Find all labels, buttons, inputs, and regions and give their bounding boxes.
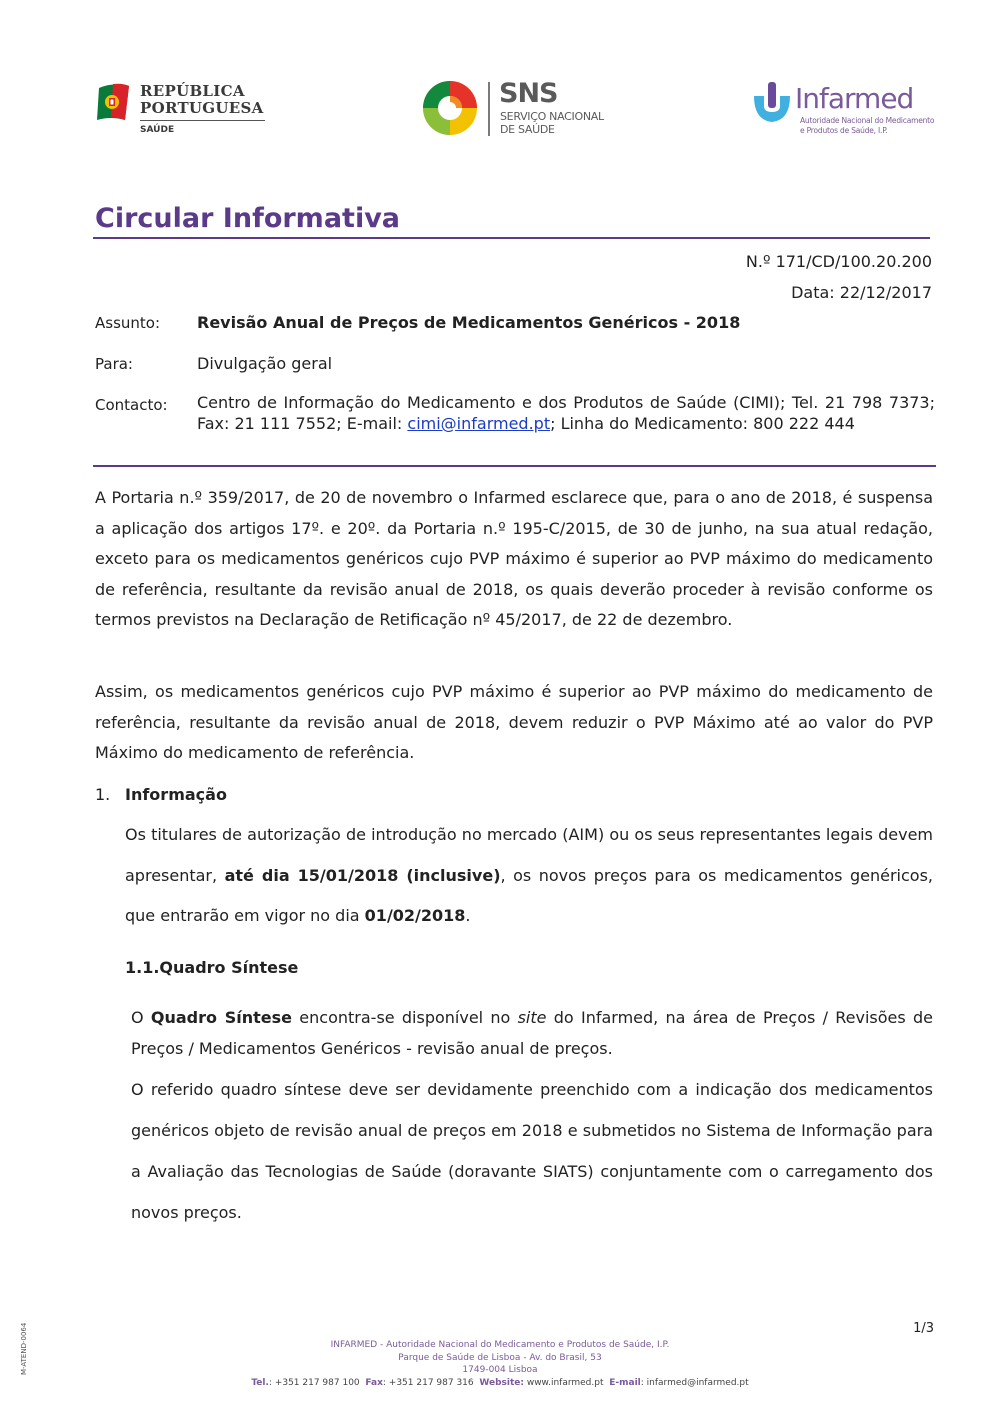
contact-label: Contacto: [95, 396, 168, 414]
paragraph-titulares [125, 815, 933, 937]
document-date [791, 283, 932, 302]
date-value: 22/12/2017 [839, 283, 932, 302]
paragraph-quadro-sintese [131, 1003, 933, 1064]
footer-contacts [0, 1378, 1000, 1388]
footer-fax: : +351 217 987 316 [382, 1378, 474, 1388]
footer-email: : infarmed@infarmed.pt [640, 1378, 749, 1388]
infarmed-logo [750, 78, 935, 140]
footer-postcode: 1749-004 Lisboa [462, 1365, 538, 1375]
republica-text: REPÚBLICA [140, 82, 245, 100]
sns-acronym: SNS [499, 78, 558, 109]
infarmed-wordmark: Infarmed [795, 82, 914, 115]
subject-label: Assunto: [95, 314, 161, 332]
paragraph-portaria: A Portaria n.º 359/2017, de 20 de novembro o Infarmed esclarece que, para o ano de 2018, é suspensa a aplicação dos artigos 17º. e 20º. da Portaria n.º 195-C/2015, de 30 de junho, na sua atual redação, exceto para os medicamentos genéricos cujo PVP máximo é superior ao PVP máximo do medicamento de referência, resultante da revisão anual de 2018, os quais deverão proceder à revisão conforme os termos previstos na Declaração de Retificação nº 45/2017, de 22 de dezembro. [95, 488, 933, 630]
p3-text-a: Os titulares de autorização de introdução no mercado (AIM) ou os seus representantes legais devem apresentar, [125, 825, 933, 885]
infarmed-drop-icon [750, 80, 794, 126]
footer-website: www.infarmed.pt [523, 1378, 604, 1388]
document-title: Circular Informativa [95, 203, 401, 234]
infarmed-tagline-1: Autoridade Nacional do Medicamento [800, 116, 935, 125]
footer-tel-label: Tel. [251, 1378, 269, 1388]
flag-emblem-icon [95, 80, 137, 124]
footer-email-label: E-mail [609, 1378, 641, 1388]
contact-value [197, 393, 935, 434]
p3-text-c: , os novos preços para os medicamentos genéricos, que entrarão em vigor no dia [125, 865, 934, 926]
recipient-value: Divulgação geral [197, 354, 333, 373]
p4-text-e: do Infarmed, na área de Preços / Revisões de Preços / Medicamentos Genéricos - revisão anual de preços. [131, 1008, 933, 1058]
p4-text-a: O [131, 1008, 151, 1027]
effective-date: 01/02/2018 [364, 906, 466, 926]
footer-fax-label: Fax [365, 1378, 383, 1388]
meta-divider [93, 465, 936, 467]
saude-text: SAÚDE [140, 125, 175, 135]
contact-text-pre: Centro de Informação do Medicamento e dos Produtos de Saúde (CIMI); Tel. 21 798 7373; Fax: 21 111 7552; E-mail: [197, 393, 935, 433]
sns-logo [420, 78, 610, 140]
portuguesa-text: PORTUGUESA [140, 99, 264, 117]
sns-name-line1: SERVIÇO NACIONAL [500, 110, 604, 123]
form-code: M-ATEND-0064 [20, 1322, 28, 1375]
paragraph-assim: Assim, os medicamentos genéricos cujo PVP máximo é superior ao PVP máximo do medicamento de referência, resultante da revisão anual de 2018, devem reduzir o PVP Máximo até ao valor do PVP Máximo do medicamento de referência. [95, 682, 933, 763]
p4-text-c: encontra-se disponível no [292, 1008, 518, 1027]
republica-portuguesa-logo [95, 80, 275, 140]
deadline-date: até dia 15/01/2018 (inclusive) [224, 865, 501, 885]
infarmed-tagline-2: e Produtos de Saúde, I.P. [800, 126, 888, 135]
date-label: Data: [791, 283, 835, 302]
section-title-informacao: Informação [125, 785, 227, 804]
sns-divider [488, 82, 490, 136]
page-number: 1/3 [913, 1321, 934, 1336]
recipient-label: Para: [95, 355, 133, 373]
subject-value: Revisão Anual de Preços de Medicamentos Genéricos - 2018 [197, 313, 741, 332]
title-divider [93, 237, 930, 239]
footer-address: Parque de Saúde de Lisboa - Av. do Brasil, 53 [398, 1353, 602, 1363]
section-number: 1. [95, 785, 111, 804]
quadro-sintese-bold: Quadro Síntese [150, 1008, 293, 1027]
contact-email-link[interactable]: cimi@infarmed.pt [407, 413, 551, 433]
footer-web-label: Website: [479, 1378, 524, 1388]
contact-text-post: ; Linha do Medicamento: 800 222 444 [550, 413, 855, 433]
footer-org-name: INFARMED - Autoridade Nacional do Medicamento e Produtos de Saúde, I.P. [330, 1340, 670, 1350]
sns-circle-icon [420, 78, 480, 138]
reference-number: N.º 171/CD/100.20.200 [745, 252, 932, 271]
footer-tel: : +351 217 987 100 [268, 1378, 360, 1388]
site-italic: site [517, 1008, 547, 1027]
p3-text-e: . [465, 906, 471, 926]
subsection-title-quadro-sintese: 1.1.Quadro Síntese [125, 958, 299, 977]
paragraph-referido-quadro: O referido quadro síntese deve ser devidamente preenchido com a indicação dos medicamentos genéricos objeto de revisão anual de preços em 2018 e submetidos no Sistema de Informação para a Avaliação das Tecnologias de Saúde (doravante SIATS) conjuntamente com o carregamento dos novos preços. [131, 1080, 933, 1222]
logo-divider [140, 120, 265, 121]
sns-name-line2: DE SAÚDE [500, 123, 555, 136]
